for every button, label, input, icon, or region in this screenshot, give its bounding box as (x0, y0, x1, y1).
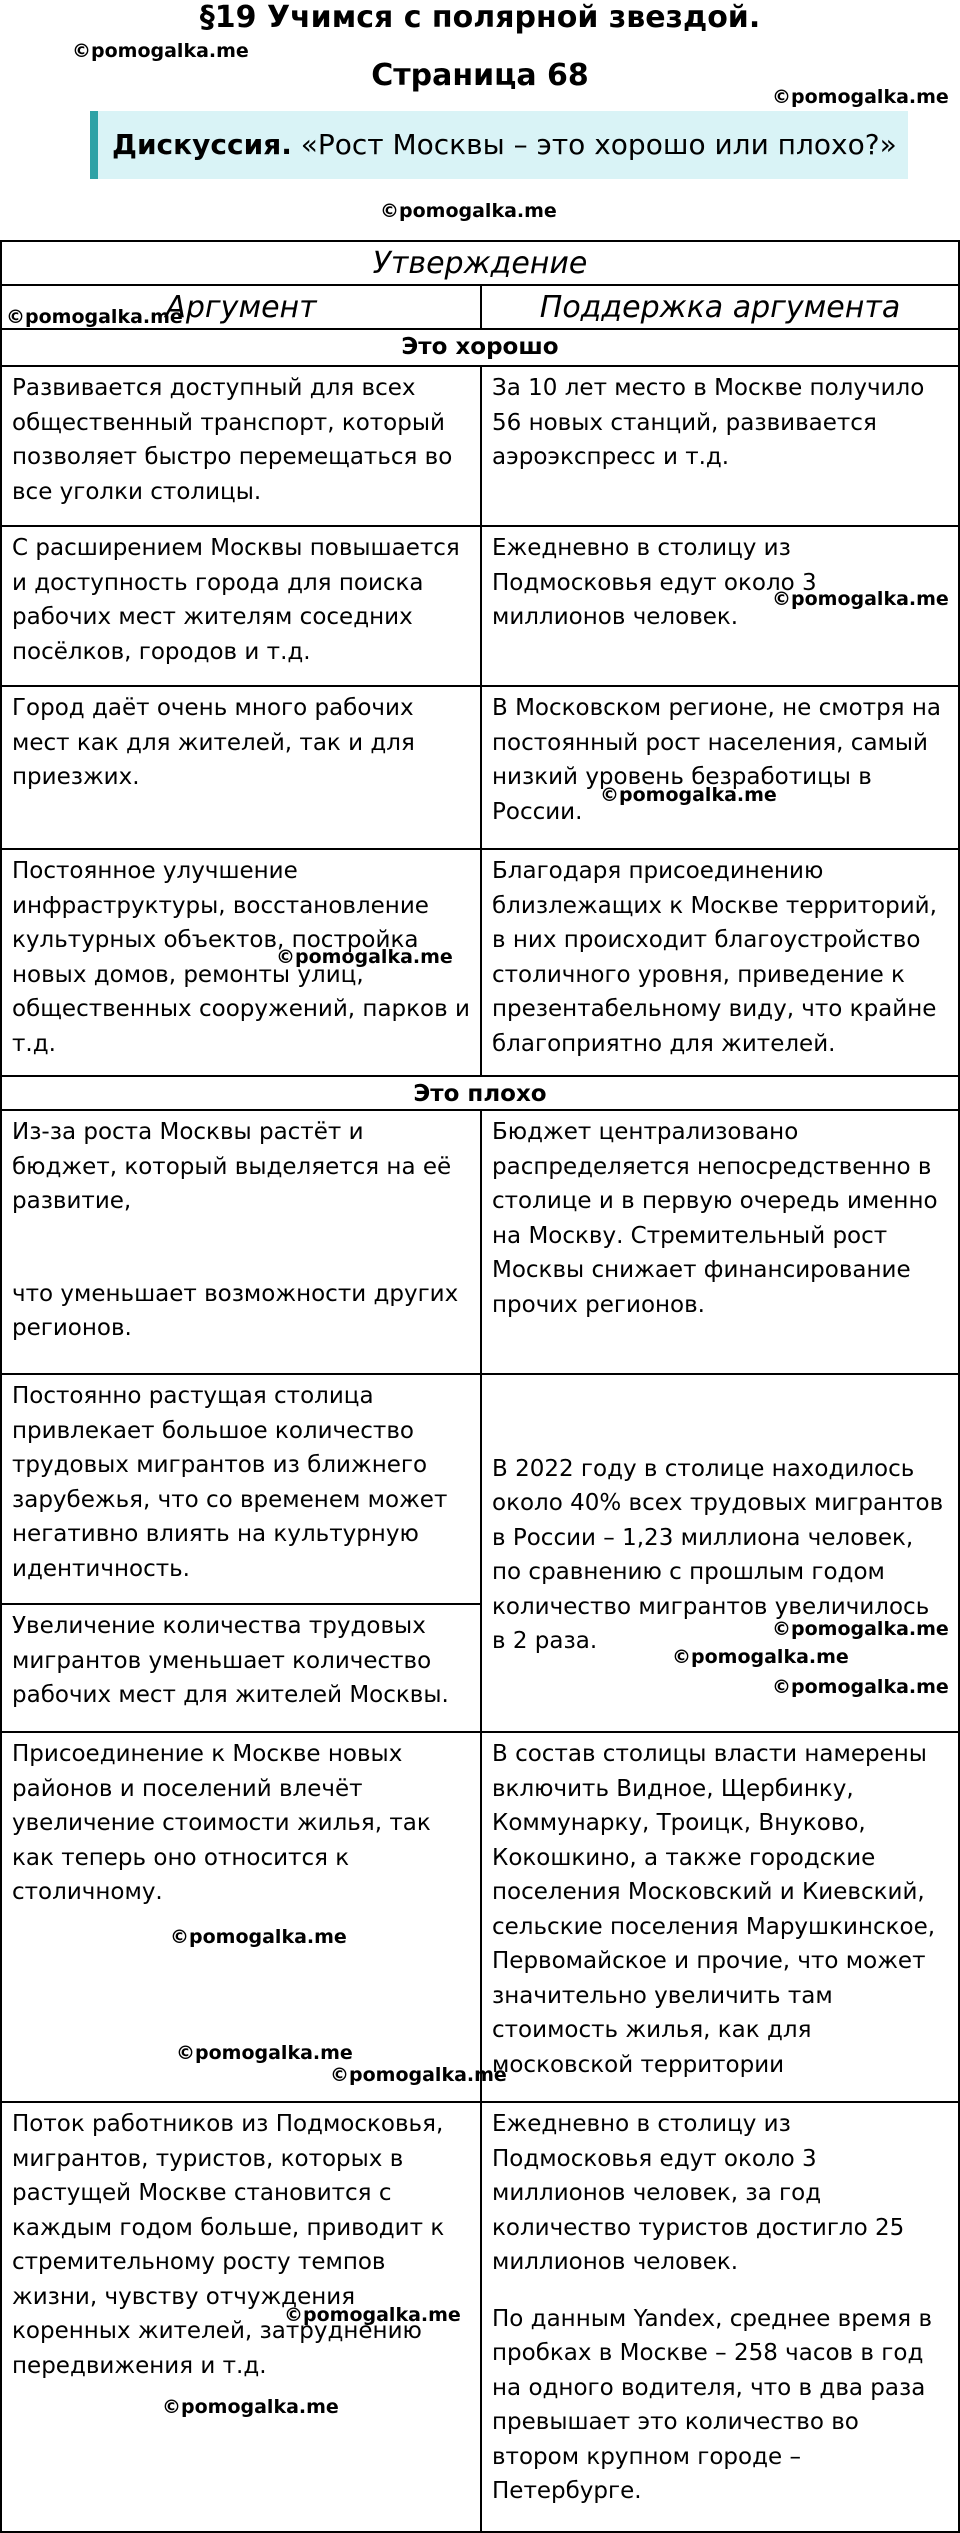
watermark: ©pomogalka.me (72, 40, 249, 62)
argument-text-part2: что уменьшает возможности других регионов. (12, 1280, 459, 1341)
good-section-header: Это хорошо (1, 329, 959, 366)
support-paragraph: Ежедневно в столицу из Подмосковья едут около 3 миллионов человек, за год количество туристов достигло 25 миллионов человек. (492, 2111, 905, 2275)
watermark: ©pomogalka.me (772, 86, 949, 108)
discussion-text: «Рост Москвы – это хорошо или плохо?» (300, 128, 897, 161)
watermark: ©pomogalka.me (176, 2042, 353, 2064)
arguments-table (0, 240, 960, 2533)
argument-cell: Город даёт очень много рабочих мест как для жителей, так и для приезжих. (1, 686, 481, 849)
argument-cell: С расширением Москвы повышается и доступность города для поиска рабочих мест жителям соседних посёлков, городов и т.д. (1, 526, 481, 686)
support-cell: В Московском регионе, не смотря на постоянный рост населения, самый низкий уровень безработицы в России. (481, 686, 959, 849)
watermark: ©pomogalka.me (276, 946, 453, 968)
bad-section-header: Это плохо (1, 1076, 959, 1110)
page-number: Страница 68 (371, 58, 589, 93)
discussion-label: Дискуссия. (112, 128, 292, 161)
support-column-header: Поддержка аргумента (481, 285, 959, 329)
watermark: ©pomogalka.me (772, 1676, 949, 1698)
argument-cell: Развивается доступный для всех общественный транспорт, который позволяет быстро перемещаться во все уголки столицы. (1, 366, 481, 526)
support-cell: Бюджет централизовано распределяется непосредственно в столице и в первую очередь именно на Москву. Стремительный рост Москвы снижает финансирование прочих регионов. (481, 1110, 959, 1374)
argument-cell: Постоянное улучшение инфраструктуры, восстановление культурных объектов, постройка новых домов, ремонты улиц, общественных сооружений, парков и т.д. (1, 849, 481, 1076)
argument-cell (1, 1110, 481, 1374)
support-cell: Ежедневно в столицу из Подмосковья едут около 3 миллионов человек. (481, 526, 959, 686)
watermark: ©pomogalka.me (380, 200, 557, 222)
argument-column-header: Аргумент (1, 285, 481, 329)
page-title: §19 Учимся с полярной звездой. (199, 0, 761, 35)
watermark: ©pomogalka.me (672, 1646, 849, 1668)
support-cell: За 10 лет место в Москве получило 56 новых станций, развивается аэроэкспресс и т.д. (481, 366, 959, 526)
watermark: ©pomogalka.me (170, 1926, 347, 1948)
argument-cell: Увеличение количества трудовых мигрантов уменьшает количество рабочих мест для жителей Москвы. (1, 1604, 481, 1732)
watermark: ©pomogalka.me (772, 588, 949, 610)
argument-cell: Поток работников из Подмосковья, мигрантов, туристов, которых в растущей Москве становится с каждым годом больше, приводит к стремительному росту темпов жизни, чувству отчуждения коренных жителей, затруднению передвижения и т.д. (1, 2102, 481, 2532)
support-cell (481, 2102, 959, 2532)
watermark: ©pomogalka.me (772, 1618, 949, 1640)
watermark: ©pomogalka.me (600, 784, 777, 806)
watermark: ©pomogalka.me (162, 2396, 339, 2418)
argument-cell: Постоянно растущая столица привлекает большое количество трудовых мигрантов из ближнего зарубежья, что со временем может негативно влиять на культурную идентичность. (1, 1374, 481, 1604)
support-paragraph: По данным Yandex, среднее время в пробках в Москве – 258 часов в год на одного водителя, что в два раза превышает это количество во втором крупном городе – Петербурге. (492, 2305, 933, 2504)
argument-text-part1: Из-за роста Москвы растёт и бюджет, который выделяется на её развитие, (12, 1119, 452, 1214)
discussion-banner (90, 111, 908, 179)
support-cell: В 2022 году в столице находилось около 40% всех трудовых мигрантов в России – 1,23 миллиона человек, по сравнению с прошлым годом количество мигрантов увеличилось в 2 раза. (481, 1374, 959, 1732)
watermark: ©pomogalka.me (6, 306, 183, 328)
watermark: ©pomogalka.me (330, 2064, 507, 2086)
watermark: ©pomogalka.me (284, 2304, 461, 2326)
statement-header: Утверждение (1, 241, 959, 285)
argument-cell: Присоединение к Москве новых районов и поселений влечёт увеличение стоимости жилья, так как теперь оно относится к столичному. (1, 1732, 481, 2102)
support-cell: Благодаря присоединению близлежащих к Москве территорий, в них происходит благоустройство столичного уровня, приведение к презентабельному виду, что крайне благоприятно для жителей. (481, 849, 959, 1076)
support-cell: В состав столицы власти намерены включить Видное, Щербинку, Коммунарку, Троицк, Внуково, Кокошкино, а также городские поселения Московский и Киевский, сельские поселения Марушкинское, Первомайское и прочие, что может значительно увеличить там стоимость жилья, как для московской территории (481, 1732, 959, 2102)
